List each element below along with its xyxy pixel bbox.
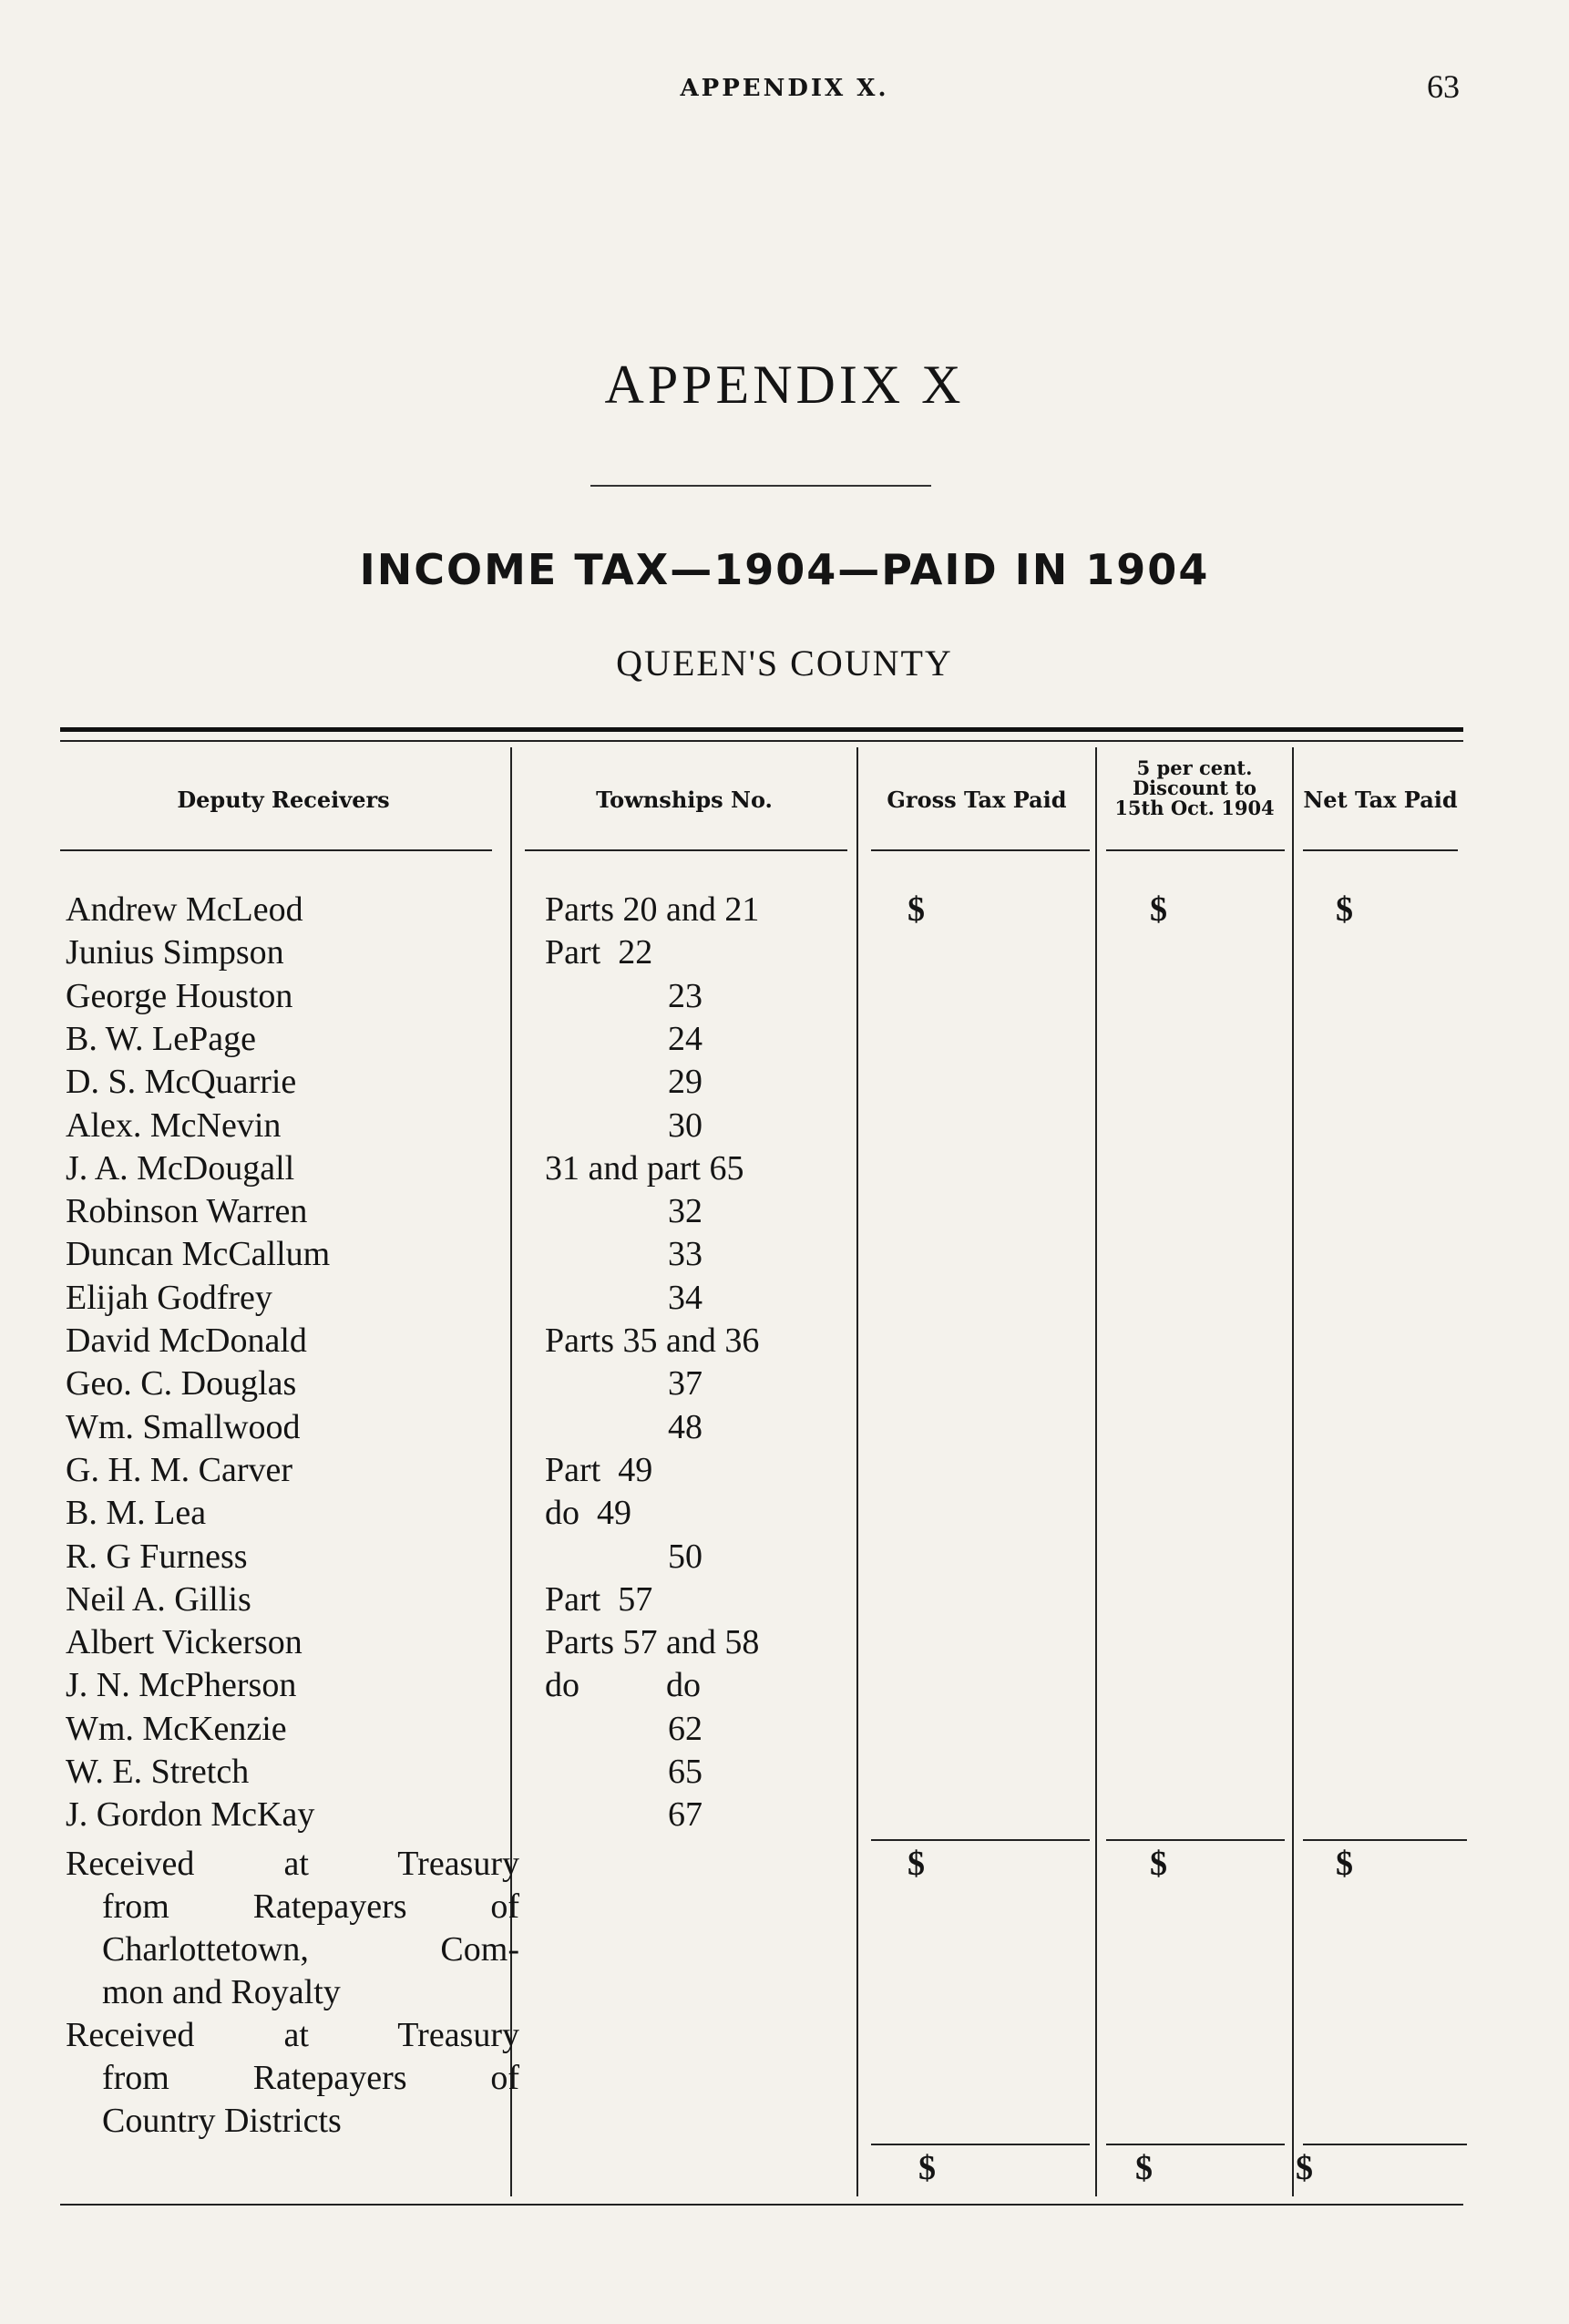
dollar-sign: $: [1150, 1845, 1167, 1883]
table-top-thin-rule: [60, 740, 1463, 742]
treasury-label: [66, 2014, 519, 2143]
township-number: 31 and part 65: [545, 1149, 744, 1188]
page-number: 63: [1427, 68, 1460, 105]
receiver-name: Robinson Warren: [66, 1192, 308, 1230]
header-underline: [525, 849, 847, 851]
treasury-label-line: from Ratepayers of: [102, 1887, 519, 1926]
title-rule: [590, 485, 931, 487]
dollar-sign: $: [1150, 890, 1167, 929]
receiver-name: Wm. Smallwood: [66, 1408, 301, 1446]
header-discount: [1097, 758, 1292, 818]
receiver-name: J. Gordon McKay: [66, 1795, 315, 1834]
receiver-name: W. E. Stretch: [66, 1753, 250, 1791]
header-townships: Townships No.: [596, 787, 773, 813]
township-number: 30: [668, 1106, 702, 1145]
dollar-sign: $: [918, 2149, 936, 2187]
township-number: Part 57: [545, 1580, 653, 1619]
receiver-name: Elijah Godfrey: [66, 1279, 272, 1317]
receiver-name: Wm. McKenzie: [66, 1710, 287, 1748]
header-discount-line1: 5 per cent.: [1136, 756, 1253, 779]
township-number: 62: [668, 1710, 702, 1748]
appendix-title: APPENDIX X: [604, 355, 965, 415]
receiver-name: B. M. Lea: [66, 1494, 207, 1532]
subtotal-rule: [1106, 1839, 1285, 1841]
dollar-sign: $: [908, 1845, 925, 1883]
township-number: 33: [668, 1235, 702, 1273]
receiver-name: Albert Vickerson: [66, 1623, 303, 1661]
grand-total-rule: [871, 2144, 1090, 2145]
township-number: 67: [668, 1795, 702, 1834]
main-heading: INCOME TAX—1904—PAID IN 1904: [359, 545, 1210, 594]
subtotal-rule: [871, 1839, 1090, 1841]
column-divider: [1095, 747, 1097, 2196]
township-number: 65: [668, 1753, 702, 1791]
township-number: 23: [668, 977, 702, 1015]
township-number: 34: [668, 1279, 702, 1317]
treasury-label: [66, 1843, 519, 2014]
dollar-sign: $: [1296, 2149, 1313, 2187]
township-number: 50: [668, 1537, 702, 1576]
receiver-name: Duncan McCallum: [66, 1235, 331, 1273]
receiver-name: J. A. McDougall: [66, 1149, 295, 1188]
receiver-name: J. N. McPherson: [66, 1666, 297, 1704]
header-discount-line3: 15th Oct. 1904: [1114, 797, 1275, 819]
township-number: 37: [668, 1364, 702, 1403]
receiver-name: Neil A. Gillis: [66, 1580, 251, 1619]
receiver-name: D. S. McQuarrie: [66, 1063, 297, 1101]
dollar-sign: $: [1336, 890, 1353, 929]
header-underline: [1106, 849, 1285, 851]
dollar-sign: $: [908, 890, 925, 929]
township-number: 24: [668, 1020, 702, 1058]
township-number: 48: [668, 1408, 702, 1446]
township-number: Part 22: [545, 933, 653, 972]
township-number: do 49: [545, 1494, 631, 1532]
receiver-name: R. G Furness: [66, 1537, 248, 1576]
treasury-label-line: Received at Treasury: [66, 1845, 519, 1883]
township-number: Part 49: [545, 1451, 653, 1489]
receiver-name: George Houston: [66, 977, 293, 1015]
header-underline: [60, 849, 492, 851]
header-discount-line2: Discount to: [1132, 776, 1257, 799]
table-top-rule: [60, 727, 1463, 732]
county-subheading: QUEEN'S COUNTY: [616, 643, 953, 684]
running-head: APPENDIX X.: [680, 75, 889, 102]
dollar-sign: $: [1336, 1845, 1353, 1883]
treasury-label-line: Received at Treasury: [66, 2016, 519, 2054]
township-number: 32: [668, 1192, 702, 1230]
township-number: do do: [545, 1666, 701, 1704]
grand-total-rule: [1106, 2144, 1285, 2145]
receiver-name: Andrew McLeod: [66, 890, 303, 929]
township-number: Parts 35 and 36: [545, 1321, 760, 1360]
header-net-tax: Net Tax Paid: [1303, 787, 1458, 813]
treasury-label-line: from Ratepayers of: [102, 2059, 519, 2097]
receiver-name: Geo. C. Douglas: [66, 1364, 297, 1403]
header-underline: [1303, 849, 1458, 851]
receiver-name: Junius Simpson: [66, 933, 284, 972]
treasury-label-line: Charlottetown, Com-: [102, 1930, 519, 1969]
receiver-name: Alex. McNevin: [66, 1106, 282, 1145]
treasury-label-line: mon and Royalty: [102, 1973, 341, 2011]
column-divider: [856, 747, 858, 2196]
township-number: Parts 57 and 58: [545, 1623, 760, 1661]
treasury-label-line: Country Districts: [102, 2102, 342, 2140]
header-deputy-receivers: Deputy Receivers: [177, 787, 390, 813]
receiver-name: G. H. M. Carver: [66, 1451, 293, 1489]
header-underline: [871, 849, 1090, 851]
table-bottom-rule: [60, 2204, 1463, 2206]
dollar-sign: $: [1135, 2149, 1153, 2187]
township-number: 29: [668, 1063, 702, 1101]
grand-total-rule: [1303, 2144, 1467, 2145]
header-gross-tax: Gross Tax Paid: [887, 787, 1067, 813]
township-number: Parts 20 and 21: [545, 890, 760, 929]
receiver-name: B. W. LePage: [66, 1020, 256, 1058]
subtotal-rule: [1303, 1839, 1467, 1841]
receiver-name: David McDonald: [66, 1321, 307, 1360]
column-divider: [1292, 747, 1294, 2196]
